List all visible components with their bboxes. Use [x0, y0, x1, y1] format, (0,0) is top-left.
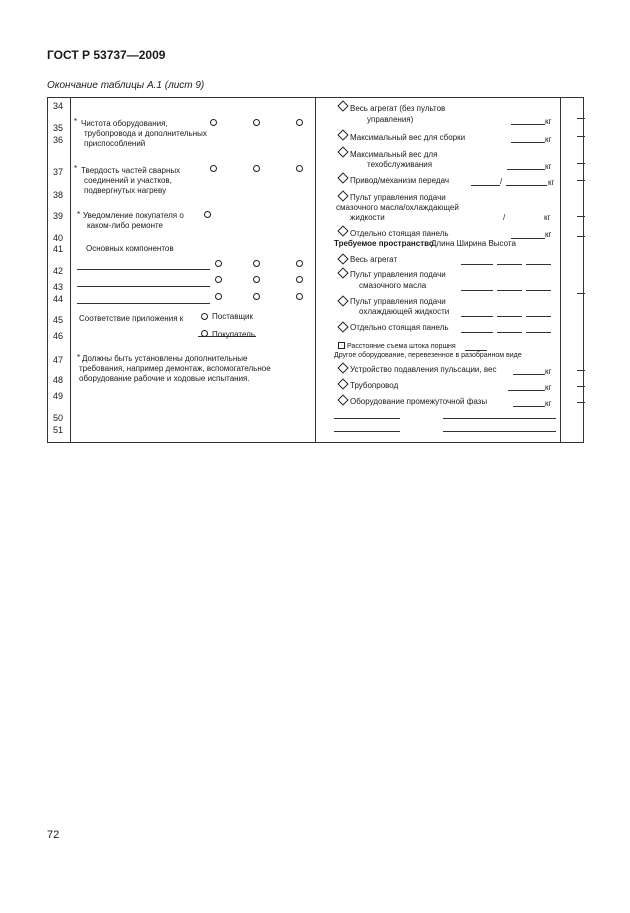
row-number: 34: [53, 101, 64, 111]
radio-circle[interactable]: [210, 119, 217, 126]
row-number: 48: [53, 375, 64, 385]
diamond-marker-icon: [337, 378, 348, 389]
row-number: 35: [53, 123, 64, 133]
row-number: 37: [53, 167, 64, 177]
height-field[interactable]: [526, 264, 551, 265]
row-number: 45: [53, 315, 64, 325]
diamond-marker-icon: [337, 394, 348, 405]
radio-circle[interactable]: [215, 293, 222, 300]
row-number-divider: [70, 98, 71, 442]
row-number: 47: [53, 355, 64, 365]
height-field[interactable]: [526, 290, 551, 291]
notify-label-2: каком-либо ремонте: [87, 221, 164, 230]
compliance-label: Соответствие приложения к: [79, 314, 184, 323]
width-field[interactable]: [497, 332, 522, 333]
weight-field[interactable]: [511, 124, 545, 125]
kg-unit: кг: [545, 162, 552, 171]
row-number: 36: [53, 135, 64, 145]
edge-mark: [577, 370, 585, 371]
row-number: 49: [53, 391, 64, 401]
diamond-marker-icon: [337, 362, 348, 373]
lube-oil-label-2: смазочного масла: [359, 281, 427, 290]
asterisk: *: [74, 117, 78, 126]
row-number: 39: [53, 211, 64, 221]
row-number: 41: [53, 244, 64, 254]
diamond-marker-icon: [337, 253, 348, 264]
diamond-marker-icon: [337, 267, 348, 278]
kg-unit: кг: [545, 117, 552, 126]
purity-label-2: трубопровода и дополнительных: [84, 129, 207, 138]
row-number: 42: [53, 266, 64, 276]
other-equipment-heading: Другое оборудование, перевезенное в разобранном виде: [334, 352, 522, 359]
radio-circle[interactable]: [204, 211, 211, 218]
diamond-marker-icon: [337, 190, 348, 201]
kg-unit: кг: [545, 230, 552, 239]
radio-circle[interactable]: [253, 293, 260, 300]
kg-unit: кг: [545, 383, 552, 392]
kg-unit: кг: [548, 178, 555, 187]
checkbox[interactable]: [338, 342, 345, 349]
blank-field[interactable]: [77, 269, 210, 270]
kg-unit: кг: [545, 399, 552, 408]
diamond-marker-icon: [337, 100, 348, 111]
diamond-marker-icon: [337, 225, 348, 236]
hardness-label-2: соединений и участков,: [84, 176, 172, 185]
radio-circle[interactable]: [253, 119, 260, 126]
weight-field[interactable]: [511, 238, 545, 239]
form-table: [47, 97, 584, 443]
radio-circle[interactable]: [296, 260, 303, 267]
blank-field[interactable]: [334, 418, 400, 419]
document-header: ГОСТ Р 53737—2009: [47, 48, 166, 62]
blank-field[interactable]: [77, 303, 210, 304]
row-number: 50: [53, 413, 64, 423]
asterisk: *: [77, 353, 81, 362]
diamond-marker-icon: [337, 295, 348, 306]
dimensions-heading: Длина Ширина Высота: [431, 239, 516, 248]
edge-mark: [577, 216, 585, 217]
kg-unit: кг: [544, 213, 551, 222]
radio-circle[interactable]: [296, 119, 303, 126]
radio-circle[interactable]: [253, 260, 260, 267]
edge-mark: [577, 118, 585, 119]
length-field[interactable]: [461, 332, 493, 333]
weight-field[interactable]: [513, 374, 545, 375]
radio-circle[interactable]: [296, 165, 303, 172]
components-label: Основных компонентов: [86, 244, 174, 253]
weight-field[interactable]: [507, 169, 545, 170]
kg-unit: кг: [545, 135, 552, 144]
unit-weight-label: Весь агрегат (без пультов: [350, 104, 446, 113]
length-field[interactable]: [461, 290, 493, 291]
diamond-marker-icon: [337, 172, 348, 183]
radio-circle[interactable]: [215, 260, 222, 267]
piston-clearance-label: Расстояние съема штока поршня: [347, 343, 456, 350]
interstage-label: Оборудование промежуточной фазы: [350, 397, 488, 406]
edge-mark: [577, 293, 585, 294]
radio-circle[interactable]: [296, 293, 303, 300]
radio-circle[interactable]: [296, 276, 303, 283]
coolant-label-2: охлаждающей жидкости: [359, 307, 450, 316]
row-number: 44: [53, 294, 64, 304]
weight-field[interactable]: [508, 390, 545, 391]
radio-circle[interactable]: [253, 276, 260, 283]
length-field[interactable]: [461, 264, 493, 265]
note-line-2: требования, например демонтаж, вспомогательное: [79, 364, 271, 373]
weight-field[interactable]: [506, 185, 547, 186]
drive-label: Привод/механизм передач: [350, 176, 450, 185]
blank-field[interactable]: [443, 431, 556, 432]
center-divider: [315, 98, 316, 442]
standalone-panel-label-2: Отдельно стоящая панель: [350, 323, 449, 332]
height-field[interactable]: [526, 332, 551, 333]
blank-field[interactable]: [334, 431, 400, 432]
buyer-radio[interactable]: [201, 330, 208, 337]
pipeline-label: Трубопровод: [350, 381, 399, 390]
notify-label: Уведомление покупателя о: [83, 211, 184, 220]
width-field[interactable]: [497, 316, 522, 317]
asterisk: *: [74, 164, 78, 173]
row-number: 51: [53, 425, 64, 435]
note-line-3: оборудование рабочие и ходовые испытания.: [79, 374, 250, 383]
kg-unit: кг: [545, 367, 552, 376]
max-service-label-2: техобслуживания: [367, 160, 433, 169]
radio-circle[interactable]: [215, 276, 222, 283]
radio-circle[interactable]: [210, 165, 217, 172]
radio-circle[interactable]: [253, 165, 260, 172]
supplier-label: Поставщик: [212, 312, 254, 321]
width-field[interactable]: [497, 264, 522, 265]
blank-field[interactable]: [443, 418, 556, 419]
edge-mark: [577, 236, 585, 237]
width-field[interactable]: [497, 290, 522, 291]
asterisk: *: [77, 210, 81, 219]
diamond-marker-icon: [337, 129, 348, 140]
blank-field[interactable]: [77, 286, 210, 287]
page-number: 72: [47, 829, 60, 841]
row-number: 40: [53, 233, 64, 243]
buyer-label: Покупатель: [212, 330, 255, 339]
slash: /: [500, 177, 503, 186]
diamond-marker-icon: [337, 146, 348, 157]
supplier-radio[interactable]: [201, 313, 208, 320]
coolant-label: Пульт управления подачи: [350, 297, 446, 306]
purity-label-3: приспособлений: [84, 139, 146, 148]
lube-panel-label-3: жидкости: [350, 213, 385, 222]
space-heading: Требуемое пространство: [334, 239, 434, 248]
pulsation-label: Устройство подавления пульсации, вес: [350, 365, 497, 374]
weight-field[interactable]: [471, 185, 500, 186]
lube-panel-label-2: смазочного масла/охлаждающей: [336, 203, 459, 212]
edge-mark: [577, 386, 585, 387]
hardness-label-3: подвергнутых нагреву: [84, 186, 167, 195]
lube-panel-label: Пульт управления подачи: [350, 193, 446, 202]
diamond-marker-icon: [337, 321, 348, 332]
max-assembly-label: Максимальный вес для сборки: [350, 133, 466, 142]
unit-weight-label-2: управления): [367, 115, 414, 124]
weight-field[interactable]: [511, 142, 545, 143]
unit-label: Весь агрегат: [350, 255, 398, 264]
right-column-divider: [560, 98, 561, 442]
length-field[interactable]: [461, 316, 493, 317]
weight-field[interactable]: [513, 406, 545, 407]
note-line-1: Должны быть установлены дополнительные: [82, 354, 248, 363]
row-number: 46: [53, 331, 64, 341]
edge-mark: [577, 402, 585, 403]
standalone-panel-label: Отдельно стоящая панель: [350, 229, 449, 238]
lube-oil-label: Пульт управления подачи: [350, 270, 446, 279]
row-number: 43: [53, 282, 64, 292]
edge-mark: [577, 136, 585, 137]
slash: /: [503, 213, 506, 222]
purity-label: Чистота оборудования,: [81, 119, 168, 128]
edge-mark: [577, 180, 585, 181]
height-field[interactable]: [526, 316, 551, 317]
row-number: 38: [53, 190, 64, 200]
max-service-label: Максимальный вес для: [350, 150, 438, 159]
hardness-label: Твердость частей сварных: [81, 166, 181, 175]
edge-mark: [577, 163, 585, 164]
table-caption: Окончание таблицы А.1 (лист 9): [47, 80, 205, 91]
